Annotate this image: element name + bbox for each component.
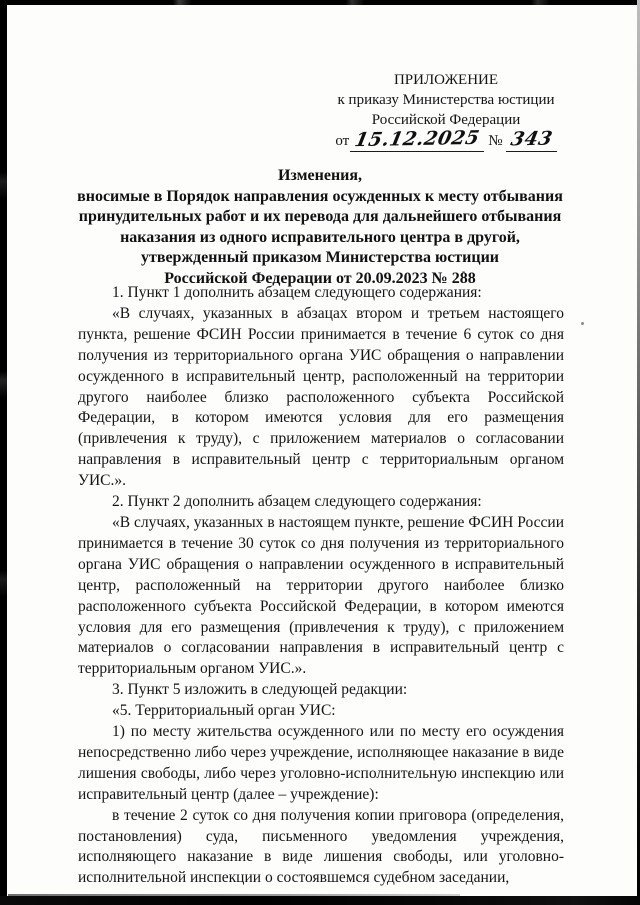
paragraph-quote-2: «В случаях, указанных в настоящем пункте, решение ФСИН России принимается в течение 30 суток со дня получения из территориального органа УИС обращения о направлении осужденного в исправительный центр, расположенный на территории другого наиболее близко расположенного субъекта Российской Федерации, в котором имеются условия для его размещения (привлечения к труду), с приложением материалов о согласовании направления в исправительный центр с территориальным органом УИС.». bbox=[78, 513, 564, 678]
paragraph-item-2: 2. Пункт 2 дополнить абзацем следующего содержания: bbox=[112, 493, 482, 511]
paragraph-quote-3-intro: «5. Территориальный орган УИС: bbox=[112, 702, 336, 720]
scan-edge-bottom bbox=[0, 896, 640, 905]
title-line: вносимые в Порядок направления осужденных к месту отбывания bbox=[77, 187, 563, 205]
date-prefix: от bbox=[335, 133, 350, 149]
title-line: наказания из одного исправительного центра в другой, bbox=[120, 228, 520, 246]
approval-line-order: к приказу Министерства юстиции bbox=[337, 92, 555, 108]
paragraph-subitem-1-continuation: в течение 2 суток со дня получения копии приговора (определения, постановления) суда, письменного уведомления учреждения, исполняющего наказание в виде лишения свободы, или уголовно-исполнительной инспекции о состоявшемся судебном заседании, bbox=[78, 806, 564, 887]
handwritten-date-underline bbox=[350, 126, 484, 152]
number-sign: № bbox=[488, 133, 503, 149]
order-date-line bbox=[330, 126, 562, 152]
document-body bbox=[78, 283, 564, 889]
paragraph-subitem-1: 1) по месту жительства осужденного или по месту его осуждения непосредственно либо через учреждение, исполняющее наказание в виде лишения свободы, либо через уголовно-исполнительную инспекцию или исправительный центр (далее – учреждение): bbox=[78, 723, 564, 803]
handwritten-date: 15.12.2025 bbox=[352, 126, 482, 152]
paragraph-item-1: 1. Пункт 1 дополнить абзацем следующего содержания: bbox=[112, 284, 482, 301]
approval-line-appendix: ПРИЛОЖЕНИЕ bbox=[393, 72, 499, 88]
title-line: принудительных работ и их перевода для дальнейшего отбывания bbox=[78, 208, 562, 225]
title-line: утвержденный приказом Министерства юстиции bbox=[140, 249, 500, 266]
handwritten-number-underline bbox=[506, 127, 557, 152]
scan-edge-left bbox=[0, 0, 7, 905]
paragraph-quote-1: «В случаях, указанных в абзацах втором и третьем настоящего пункта, решение ФСИН России принимается в течение 6 суток со дня получения из территориального органа УИС обращения о направлении осужденного в исправительный центр, расположенный на территории другого наиболее близко расположенного субъекта Российской Федерации, в котором имеются условия для его размещения (привлечения к труду), с приложением материалов о согласовании направления в исправительный центр с территориальным органом УИС.». bbox=[78, 304, 564, 490]
approval-line-federation: Российской Федерации bbox=[371, 112, 521, 128]
title-line: Изменения, bbox=[277, 167, 363, 184]
approval-block bbox=[330, 70, 562, 152]
title-line: Российской Федерации от 20.09.2023 № 288 bbox=[164, 269, 476, 287]
handwritten-number: 343 bbox=[508, 127, 554, 151]
paragraph-item-3: 3. Пункт 5 изложить в следующей редакции: bbox=[112, 681, 408, 699]
scan-edge-top bbox=[0, 0, 640, 5]
scan-speck bbox=[581, 322, 584, 325]
scan-edge-bottom-wisp bbox=[8, 894, 460, 896]
document-title bbox=[40, 166, 600, 289]
